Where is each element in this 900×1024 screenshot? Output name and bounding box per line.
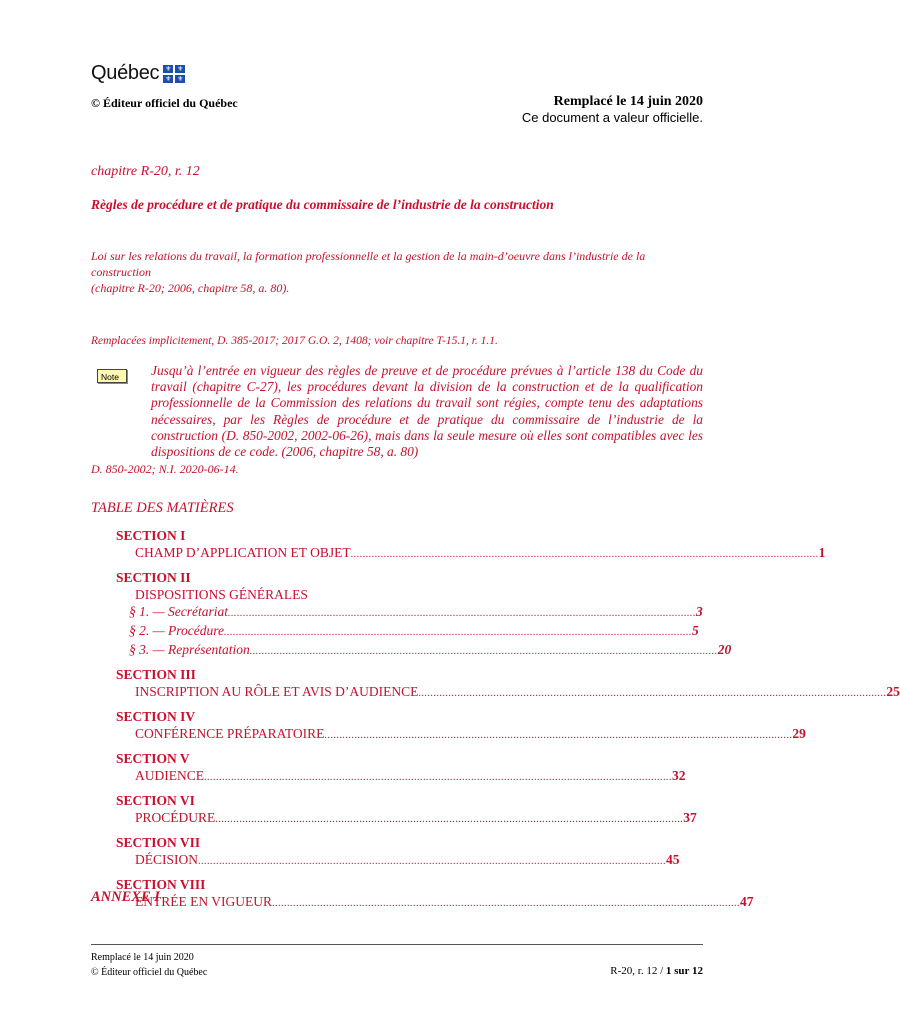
toc-page-number: 32 <box>672 768 686 783</box>
toc-section-heading[interactable]: SECTION V <box>116 751 190 766</box>
document-title: Règles de procédure et de pratique du commissaire de l’industrie de la construction <box>91 197 554 212</box>
official-value-notice: Ce document a valeur officielle. <box>521 110 703 125</box>
toc-entry[interactable] <box>116 809 697 828</box>
toc-section-heading[interactable]: SECTION VIII <box>116 877 206 892</box>
toc-page-number: 1 <box>818 545 826 560</box>
toc-entry[interactable] <box>116 851 680 870</box>
note-text: Jusqu’à l’entrée en vigueur des règles de preuve et de procédure prévues à l’article 138 du Code du travail (chapitre C-27), les procédures devant la division de la construction et de la qualification professionnelle de la Commission des relations du travail sont régies, compte tenu des adaptations nécessaires, par les Règles de procédure et de pratique du commissaire de l’industrie de la construction (D. 850-2002, 2002-06-26), mais dans la seule mesure où elles sont compatibles avec les dispositions de ce code. (2006, chapitre 58, a. 80) <box>151 363 703 460</box>
toc-subheading[interactable] <box>116 586 588 603</box>
footer-page-number: 1 sur 12 <box>665 965 703 977</box>
toc-page-number: 47 <box>739 894 754 909</box>
toc-page-number: 37 <box>683 810 697 825</box>
toc-leader-dots: ............................................................................................................................................................ <box>350 549 819 560</box>
toc-annexe[interactable]: ANNEXE I <box>91 889 160 905</box>
toc-page-number: 45 <box>666 852 680 867</box>
toc-entry[interactable] <box>116 641 732 660</box>
toc-subheading-label: DISPOSITIONS GÉNÉRALES <box>135 587 308 602</box>
fleur-de-lis-icon: ⚜ <box>165 74 172 83</box>
toc-entry[interactable] <box>116 622 699 641</box>
toc-page-number: 3 <box>696 604 703 619</box>
toc-entry-label: ENTRÉE EN VIGUEUR <box>135 894 272 909</box>
law-citation: (chapitre R-20; 2006, chapitre 58, a. 80). <box>91 281 290 295</box>
toc-entry-label: CONFÉRENCE PRÉPARATOIRE <box>135 726 325 741</box>
toc-leader-dots: ............................................................................................................................................................ <box>271 898 740 909</box>
toc-page-number: 25 <box>886 684 900 699</box>
toc-entry-label: § 2. — Procédure <box>129 623 224 638</box>
footer-page-reference <box>610 965 703 977</box>
logo-text: Québec <box>91 62 160 84</box>
toc-leader-dots: ............................................................................................................................................................ <box>324 730 793 741</box>
replacement-note: Remplacées implicitement, D. 385-2017; 2017 G.O. 2, 1408; voir chapitre T-15.1, r. 1.1. <box>91 335 498 347</box>
toc-leader-dots: ............................................................................................................................................................ <box>215 814 684 825</box>
footer-replaced-date: Remplacé le 14 juin 2020 <box>91 952 194 963</box>
toc-entry[interactable] <box>116 767 686 786</box>
law-reference <box>91 248 703 296</box>
footer-document-ref: R-20, r. 12 / <box>610 965 666 977</box>
toc-entry[interactable] <box>116 893 754 912</box>
toc-leader-dots: ............................................................................................................................................................ <box>198 856 666 867</box>
toc-entry-label: AUDIENCE <box>135 768 204 783</box>
replaced-date: Remplacé le 14 juin 2020 <box>553 94 703 109</box>
note-icon[interactable]: Note <box>97 369 127 383</box>
publisher-notice: © Éditeur officiel du Québec <box>91 96 238 110</box>
toc-entry-label: PROCÉDURE <box>135 810 216 825</box>
toc-entry[interactable] <box>116 603 703 622</box>
decree-note: D. 850-2002; N.I. 2020-06-14. <box>91 462 239 476</box>
footer-publisher: © Éditeur officiel du Québec <box>91 967 208 978</box>
table-of-contents <box>116 528 900 912</box>
toc-leader-dots: ............................................................................................................................................................ <box>204 772 672 783</box>
toc-leader-dots: ............................................................................................................................................................ <box>418 688 887 699</box>
toc-section-heading[interactable]: SECTION III <box>116 667 196 682</box>
toc-page-number: 29 <box>792 726 806 741</box>
toc-entry-label: DÉCISION <box>135 852 198 867</box>
toc-entry[interactable] <box>116 544 826 563</box>
fleur-de-lis-flag-icon <box>163 65 185 83</box>
toc-leader-dots: ............................................................................................................................................................ <box>228 608 696 619</box>
toc-entry-label: § 3. — Représentation <box>129 642 250 657</box>
toc-section-heading[interactable]: SECTION IV <box>116 709 196 724</box>
fleur-de-lis-icon: ⚜ <box>177 74 184 83</box>
toc-page-number: 5 <box>691 623 699 638</box>
toc-entry-label: CHAMP D’APPLICATION ET OBJET <box>135 545 351 560</box>
quebec-logo <box>91 62 185 85</box>
toc-title: TABLE DES MATIÈRES <box>91 500 234 516</box>
footer-divider <box>91 944 703 945</box>
toc-entry-label: § 1. — Secrétariat <box>129 604 228 619</box>
toc-leader-dots: ............................................................................................................................................................ <box>223 627 692 638</box>
fleur-de-lis-icon: ⚜ <box>177 64 184 73</box>
toc-section-heading[interactable]: SECTION I <box>116 528 186 543</box>
law-name: Loi sur les relations du travail, la formation professionnelle et la gestion de la main-d’oeuvre dans l’industrie de la construction <box>91 249 646 279</box>
toc-section-heading[interactable]: SECTION VI <box>116 793 195 808</box>
chapter-reference: chapitre R-20, r. 12 <box>91 164 200 179</box>
toc-entry[interactable] <box>116 725 806 744</box>
fleur-de-lis-icon: ⚜ <box>165 64 172 73</box>
toc-section-heading[interactable]: SECTION VII <box>116 835 201 850</box>
toc-section-heading[interactable]: SECTION II <box>116 570 191 585</box>
toc-page-number: 20 <box>717 642 732 657</box>
toc-leader-dots: ............................................................................................................................................................ <box>249 646 718 657</box>
toc-entry[interactable] <box>116 683 900 702</box>
toc-entry-label: INSCRIPTION AU RÔLE ET AVIS D’AUDIENCE <box>135 684 419 699</box>
